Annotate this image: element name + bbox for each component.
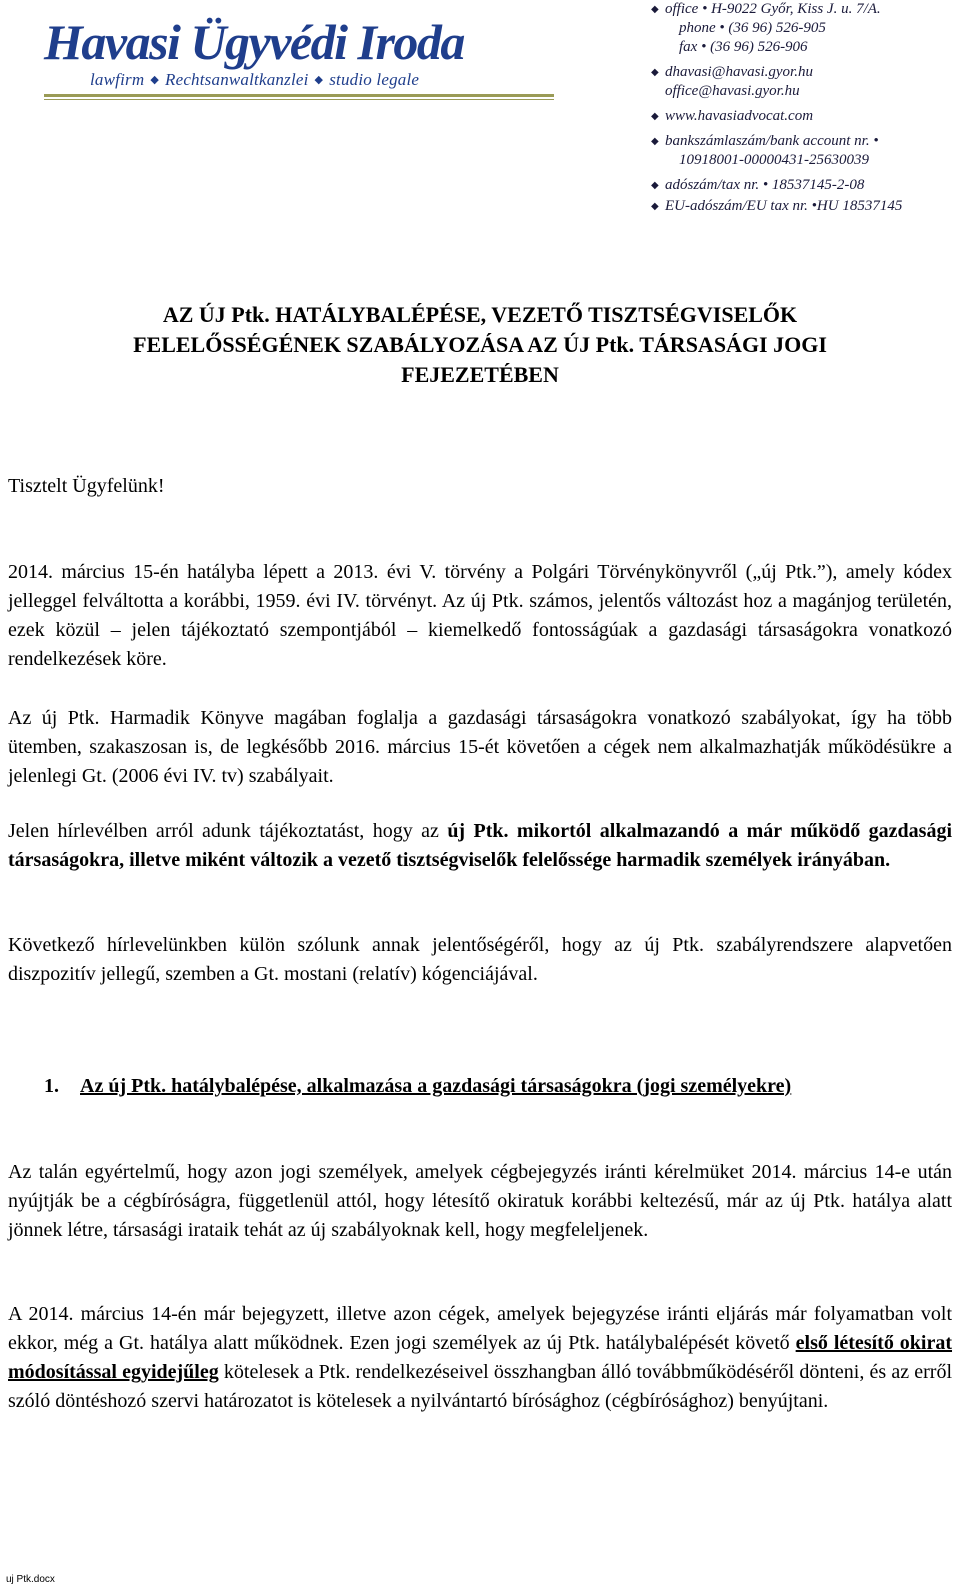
contact-eu-tax: ◆ EU-adószám/EU tax nr. •HU 18537145 bbox=[651, 198, 903, 214]
paragraph-3: Jelen hírlevélben arról adunk tájékoztatást, hogy az új Ptk. mikortól alkalmazandó a már működő gazdasági társaságokra, illetve miként változik a vezető tisztségviselők felelőssége harmadik személyek irányában. bbox=[8, 820, 953, 871]
contact-email bbox=[651, 63, 955, 101]
contact-block bbox=[651, 0, 955, 222]
diamond-bullet-icon: ◆ bbox=[651, 180, 659, 191]
contact-bank: ◆ bankszámlaszám/bank account nr. • 10918001-00000431-25630039 bbox=[651, 133, 879, 168]
paragraph-5: Az talán egyértelmű, hogy azon jogi személyek, amelyek cégbejegyzés iránti kérelmüket 2014. március 14-e után nyújtják be a cégbíróságra, függetlenül attól, hogy létesítő okiratuk korábbi keltezésű, már az új Ptk. hatálya alatt jönnek létre, társasági irataik tehát az új szabályoknak kell, hogy megfeleljenek. bbox=[8, 1161, 952, 1241]
website-link[interactable]: www.havasiadvocat.com bbox=[665, 108, 814, 124]
tagline-rechtsanwalt: Rechtsanwaltkanzlei bbox=[164, 70, 309, 89]
diamond-icon: ◆ bbox=[314, 74, 324, 86]
tagline-lawfirm: lawfirm bbox=[90, 70, 145, 89]
contact-office: ◆ office • H-9022 Győr, Kiss J. u. 7/A. phone • (36 96) 526-905 fax • (36 96) 526-906 bbox=[651, 1, 881, 55]
email-link[interactable]: office@havasi.gyor.hu bbox=[665, 83, 800, 99]
contact-web bbox=[651, 107, 955, 126]
logo-divider-thin bbox=[44, 99, 554, 100]
section-number: 1. bbox=[44, 1075, 59, 1097]
contact-tax: ◆ adószám/tax nr. • 18537145-2-08 bbox=[651, 177, 865, 193]
diamond-icon: ◆ bbox=[150, 74, 159, 86]
paragraph-2: Az új Ptk. Harmadik Könyve magában foglalja a gazdasági társaságokra vonatkozó szabályokat, így ha több ütemben, szakaszosan is, de legkésőbb 2016. március 15-ét követően a cégek nem alkalmazhatják működésükre a jelenlegi Gt. (2006 évi IV. tv) szabályait. bbox=[8, 707, 952, 787]
diamond-bullet-icon: ◆ bbox=[651, 136, 659, 147]
firm-name: Havasi Ügyvédi Iroda bbox=[44, 14, 464, 70]
tagline-studio: studio legale bbox=[329, 70, 420, 89]
diamond-bullet-icon: ◆ bbox=[651, 67, 659, 78]
document-title: AZ ÚJ Ptk. HATÁLYBALÉPÉSE, VEZETŐ TISZTSÉGVISELŐK FELELŐSSÉGÉNEK SZABÁLYOZÁSA AZ ÚJ Ptk. TÁRSASÁGI JOGI FEJEZETÉBEN bbox=[133, 302, 827, 387]
footer-filename: uj Ptk.docx bbox=[6, 1574, 55, 1585]
paragraph-4: Következő hírlevelünkben külön szólunk annak jelentőségéről, hogy az új Ptk. szabályrendszere alapvetően diszpozitív jellegű, szemben a Gt. mostani (relatív) kógenciájával. bbox=[8, 934, 952, 985]
firm-logo bbox=[44, 12, 554, 90]
firm-tagline bbox=[90, 70, 554, 90]
section-heading-1 bbox=[44, 1072, 952, 1101]
logo-divider bbox=[44, 94, 554, 97]
paragraph-1: 2014. március 15-én hatályba lépett a 2013. évi V. törvény a Polgári Törvénykönyvről („új Ptk.”), amely kódex jelleggel felváltotta a korábbi, 1959. évi IV. törvényt. Az új Ptk. számos, jelentős változást hoz a magánjog területén, ezek közül – jelen tájékoztató szempontjából – kiemelkedő fontosságúak a gazdasági társaságokra vonatkozó rendelkezések köre. bbox=[8, 561, 952, 670]
email-link[interactable]: dhavasi@havasi.gyor.hu bbox=[665, 64, 813, 80]
diamond-bullet-icon: ◆ bbox=[651, 201, 659, 212]
paragraph-6: A 2014. március 14-én már bejegyzett, illetve azon cégek, amelyek bejegyzése iránti eljárás már folyamatban volt ekkor, még a Gt. hatálya alatt működnek. Ezen jogi személyek az új Ptk. hatálybalépését követő első létesítő okirat módosítással egyidejűleg kötelesek a Ptk. rendelkezéseivel összhangban álló továbbműködéséről dönteni, és az erről szóló döntéshozó szervi határozatot is kötelesek a nyilvántartó bírósághoz (cégbírósághoz) benyújtani. bbox=[8, 1303, 953, 1412]
diamond-bullet-icon: ◆ bbox=[651, 4, 659, 15]
section-title: Az új Ptk. hatálybalépése, alkalmazása a gazdasági társaságokra (jogi személyekre) bbox=[80, 1075, 792, 1097]
greeting: Tisztelt Ügyfelünk! bbox=[8, 475, 165, 497]
diamond-bullet-icon: ◆ bbox=[651, 111, 659, 122]
